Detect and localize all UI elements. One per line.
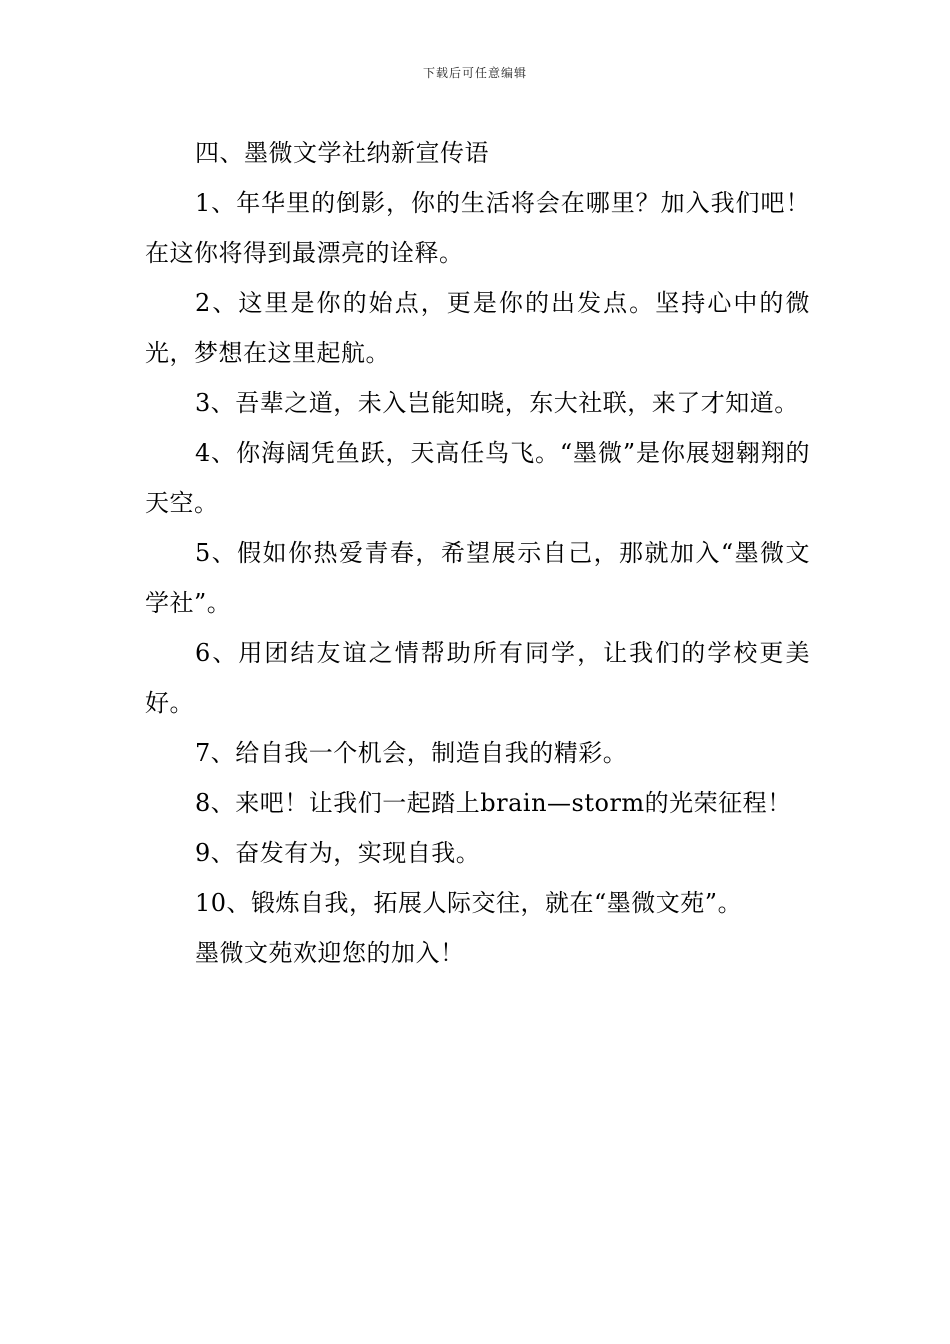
closing-line: 墨微文苑欢迎您的加入！ <box>195 939 465 967</box>
document-title: 四、墨微文学社纳新宣传语 <box>195 139 489 167</box>
page-header-note: 下载后可任意编辑 <box>422 66 527 80</box>
slogan-item-7: 7、给自我一个机会，制造自我的精彩。 <box>195 739 628 767</box>
slogan-item-8: 8、来吧！让我们一起踏上brain—storm的光荣征程！ <box>195 789 792 817</box>
slogan-item-1: 1、年华里的倒影，你的生活将会在哪里？加入我们吧！在这你将得到最漂亮的诠释。 <box>145 189 810 267</box>
document-body <box>145 128 810 978</box>
slogan-item-9: 9、奋发有为，实现自我。 <box>195 839 481 867</box>
slogan-item-3: 3、吾辈之道，未入岂能知晓，东大社联，来了才知道。 <box>195 389 799 417</box>
slogan-item-6: 6、用团结友谊之情帮助所有同学，让我们的学校更美好。 <box>145 639 810 717</box>
slogan-item-10: 10、锻炼自我，拓展人际交往，就在“墨微文苑”。 <box>195 889 743 917</box>
slogan-item-5: 5、假如你热爱青春，希望展示自己，那就加入“墨微文学社”。 <box>145 539 810 617</box>
slogan-item-4: 4、你海阔凭鱼跃，天高任鸟飞。“墨微”是你展翅翱翔的天空。 <box>145 439 810 517</box>
slogan-item-2: 2、这里是你的始点，更是你的出发点。坚持心中的微光，梦想在这里起航。 <box>145 289 810 367</box>
